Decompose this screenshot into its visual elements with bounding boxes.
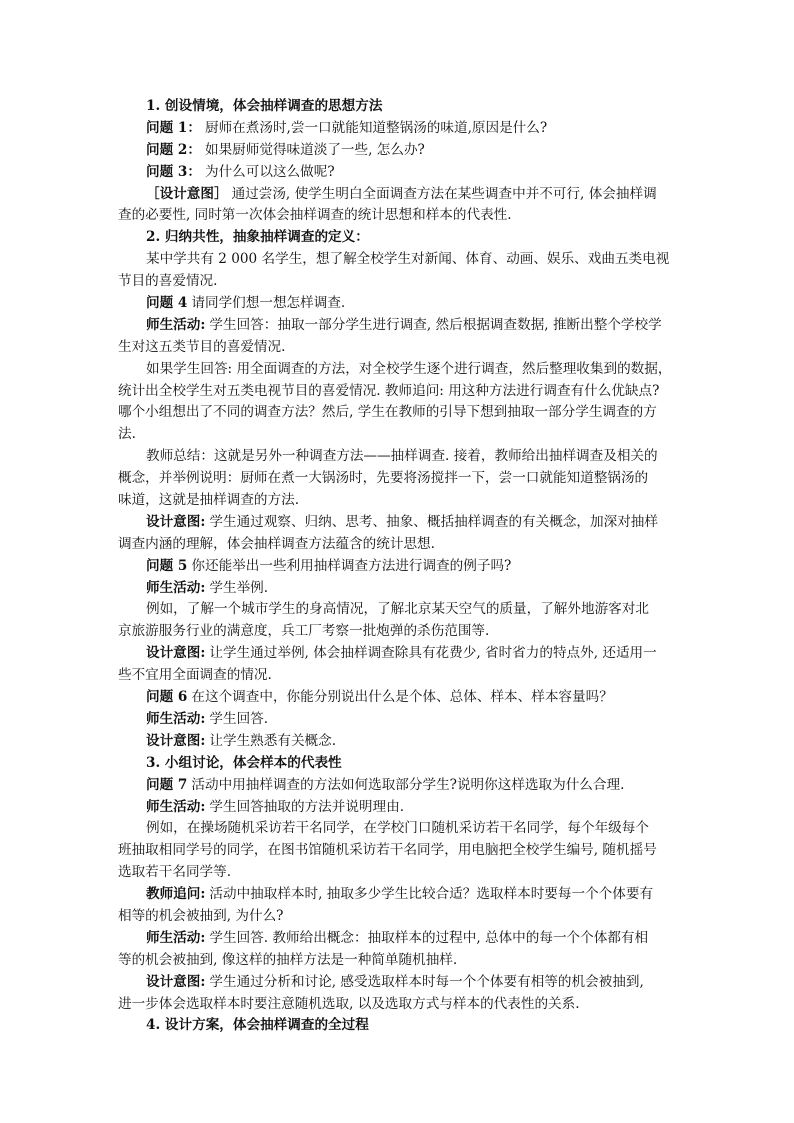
line-label: 教师追问: [146, 886, 206, 903]
line-text: 1. 创设情境，体会抽样调查的思想方法 [146, 98, 383, 114]
text-line [118, 512, 678, 534]
line-label: 问题 7 [146, 776, 188, 793]
text-line [118, 402, 678, 424]
line-label: 设计意图: [146, 645, 206, 662]
text-line [118, 928, 678, 950]
line-text: 等的机会被抽到, 像这样的抽样方法是一种简单随机抽样. [118, 951, 458, 968]
line-text: 京旅游服务行业的满意度，兵工厂考察一批炮弹的杀伤范围等. [118, 623, 490, 640]
line-text: 教师总结：这就是另外一种调查方法——抽样调查. 接着，教师给出抽样调查及相关的 [146, 448, 658, 465]
line-text: 2. 归纳共性，抽象抽样调查的定义： [146, 229, 369, 246]
text-line [118, 293, 678, 315]
text-line [118, 818, 678, 840]
text-line [118, 118, 678, 140]
line-text: 学生回答. 教师给出概念：抽取样本的过程中, 总体中的每一个个体都有相 [209, 929, 649, 946]
line-text: 让学生熟悉有关概念. [209, 732, 337, 749]
line-text: 活动中用抽样调查的方法如何选取部分学生?说明你这样选取为什么合理. [191, 776, 625, 793]
text-line [118, 140, 678, 162]
line-label: 问题 5 [146, 557, 188, 574]
line-text: 味道，这就是抽样调查的方法. [118, 492, 300, 509]
line-text: 你还能举出一些利用抽样调查方法进行调查的例子吗? [191, 557, 512, 574]
text-line [118, 381, 678, 403]
line-text: 某中学共有 2 000 名学生，想了解全校学生对新闻、体育、动画、娱乐、戏曲五类电视 [146, 251, 670, 268]
text-line [118, 315, 678, 337]
text-line [118, 687, 678, 709]
document-page [118, 96, 678, 1037]
line-label: 问题 6 [146, 689, 188, 706]
text-line [118, 621, 678, 643]
text-line [118, 709, 678, 731]
line-text: 学生回答抽取的方法并说明理由. [209, 798, 405, 815]
line-label: 问题 3： [146, 163, 201, 180]
text-line [118, 643, 678, 665]
line-text: 统计出全校学生对五类电视节目的喜爱情况. 教师追问: 用这种方法进行调查有什么优缺点? [118, 382, 660, 399]
text-line [118, 205, 678, 227]
text-line [118, 337, 678, 359]
text-line [118, 468, 678, 490]
line-text: 些不宜用全面调查的情况. [118, 667, 272, 684]
text-line [118, 184, 678, 206]
line-label: 师生活动: [146, 798, 206, 815]
line-text: 例如，了解一个城市学生的身高情况，了解北京某天空气的质量，了解外地游客对北 [146, 601, 649, 618]
line-text: 进一步体会选取样本时要注意随机选取, 以及选取方式与样本的代表性的关系. [118, 995, 580, 1012]
text-line [118, 884, 678, 906]
text-line [118, 534, 678, 556]
text-line [118, 840, 678, 862]
section-heading [118, 1015, 678, 1037]
line-text: 相等的机会被抽到, 为什么? [118, 907, 284, 924]
line-label: 设计意图: [146, 973, 206, 990]
text-line [118, 775, 678, 797]
text-line [118, 162, 678, 184]
line-text: 学生通过观察、归纳、思考、抽象、概括抽样调查的有关概念，加深对抽样 [209, 513, 658, 530]
line-text: 3. 小组讨论，体会样本的代表性 [146, 754, 342, 771]
text-line [118, 972, 678, 994]
line-text: 学生回答：抽取一部分学生进行调查, 然后根据调查数据, 推断出整个学校学 [209, 316, 662, 333]
line-text: 如果学生回答: 用全面调查的方法，对全校学生逐个进行调查，然后整理收集到的数据， [146, 360, 672, 377]
line-text: 4. 设计方案，体会抽样调查的全过程 [146, 1017, 369, 1034]
line-text: 如果厨师觉得味道淡了一些, 怎么办? [204, 141, 425, 158]
line-text: 让学生通过举例, 体会抽样调查除具有花费少, 省时省力的特点外, 还适用一 [209, 645, 657, 662]
line-text: 通过尝汤, 使学生明白全面调查方法在某些调查中并不可行, 体会抽样调 [231, 185, 657, 202]
text-line [118, 797, 678, 819]
line-label: 师生活动: [146, 929, 206, 946]
line-text: 调查内涵的理解，体会抽样调查方法蕴含的统计思想. [118, 535, 435, 552]
line-label: 师生活动: [146, 579, 206, 596]
line-text: 在这个调查中，你能分别说出什么是个体、总体、样本、样本容量吗？ [191, 689, 613, 706]
line-text: 哪个小组想出了不同的调查方法？然后, 学生在教师的引导下想到抽取一部分学生调查的方 [118, 404, 657, 421]
text-line [118, 359, 678, 381]
line-text: 学生回答. [209, 710, 269, 727]
line-label: ［设计意图］ [146, 185, 228, 202]
line-text: 为什么可以这么做呢? [204, 163, 335, 180]
text-line [118, 994, 678, 1016]
line-text: 概念，并举例说明：厨师在煮一大锅汤时，先要将汤搅拌一下，尝一口就能知道整锅汤的 [118, 470, 649, 487]
line-text: 生对这五类节目的喜爱情况. [118, 338, 286, 355]
text-line [118, 490, 678, 512]
line-text: 学生通过分析和讨论, 感受选取样本时每一个个体要有相等的机会被抽到, [209, 973, 644, 990]
line-label: 问题 2： [146, 141, 201, 158]
text-line [118, 862, 678, 884]
line-text: 查的必要性, 同时第一次体会抽样调查的统计思想和样本的代表性. [118, 207, 512, 224]
text-line [118, 424, 678, 446]
text-line [118, 556, 678, 578]
line-text: 法. [118, 426, 136, 443]
section-heading [118, 753, 678, 775]
line-label: 设计意图: [146, 732, 206, 749]
line-text: 学生举例. [209, 579, 269, 596]
text-line [118, 906, 678, 928]
section-heading [118, 96, 678, 118]
text-line [118, 249, 678, 271]
line-text: 活动中抽取样本时, 抽取多少学生比较合适？选取样本时要每一个个体要有 [209, 886, 654, 903]
line-text: 厨师在煮汤时,尝一口就能知道整锅汤的味道,原因是什么? [204, 119, 548, 136]
text-line [118, 731, 678, 753]
text-line [118, 271, 678, 293]
line-text: 节目的喜爱情况. [118, 273, 218, 290]
line-text: 班抽取相同学号的同学，在图书馆随机采访若干名同学，用电脑把全校学生编号, 随机摇号 [118, 842, 657, 859]
text-line [118, 446, 678, 468]
text-line [118, 578, 678, 600]
line-label: 问题 1： [146, 119, 201, 136]
line-text: 例如，在操场随机采访若干名同学，在学校门口随机采访若干名同学，每个年级每个 [146, 820, 649, 837]
line-text: 选取若干名同学等. [118, 864, 232, 881]
line-label: 师生活动: [146, 316, 206, 333]
line-label: 设计意图: [146, 513, 206, 530]
text-line [118, 599, 678, 621]
line-label: 师生活动: [146, 710, 206, 727]
line-text: 请同学们想一想怎样调查. [191, 295, 346, 312]
text-line [118, 665, 678, 687]
text-line [118, 950, 678, 972]
section-heading [118, 227, 678, 249]
line-label: 问题 4 [146, 295, 188, 312]
